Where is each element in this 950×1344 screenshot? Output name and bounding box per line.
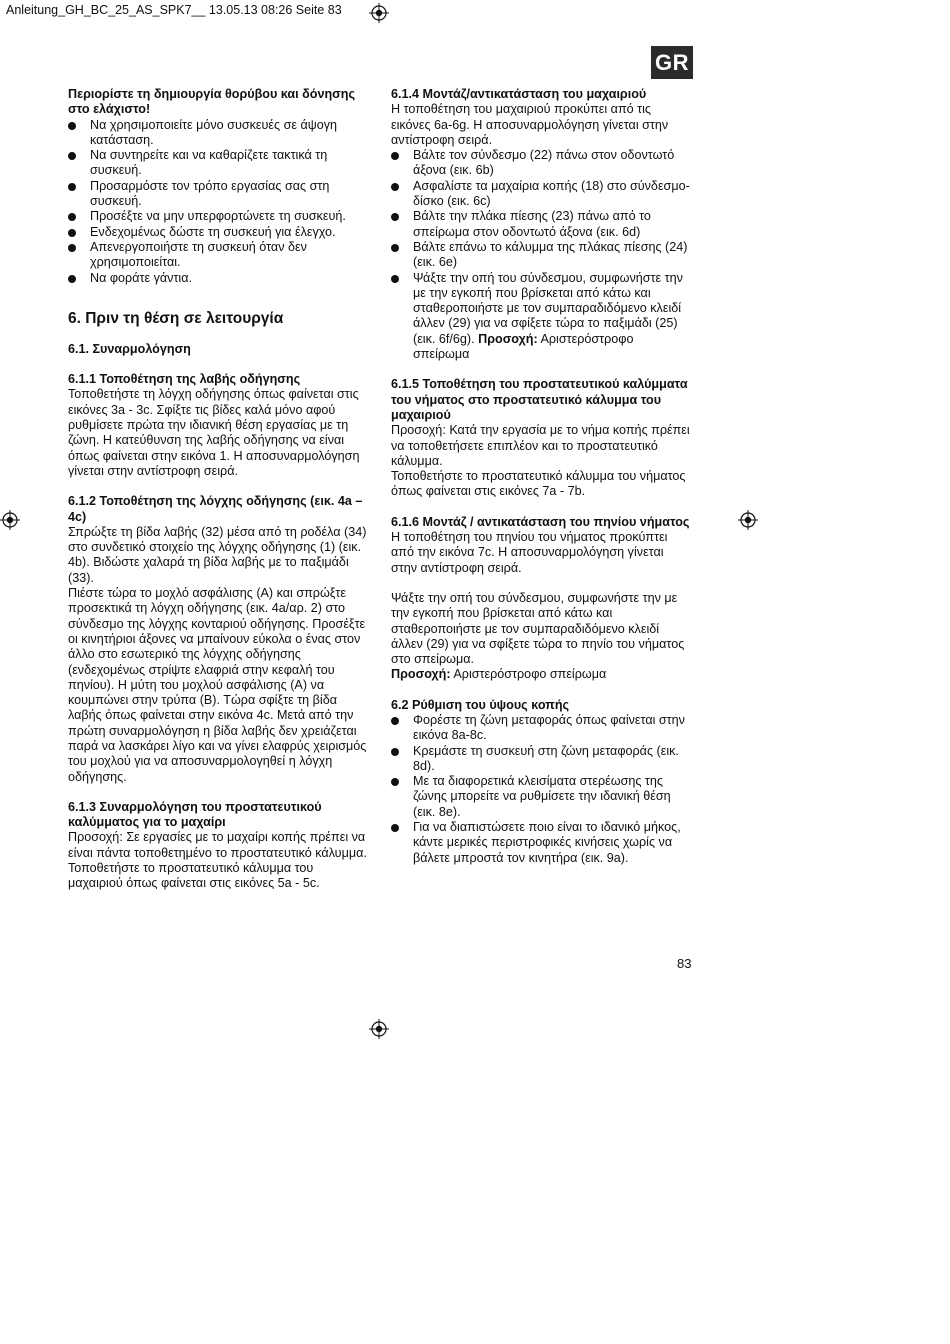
noise-heading: Περιορίστε τη δημιουργία θορύβου και δόνησης στο ελάχιστο!: [68, 87, 356, 117]
paragraph: Η τοποθέτηση του μαχαιριού προκύπει από τις εικόνες 6a-6g. Η αποσυναρμολόγηση γίνεται στην αντίστροφη σειρά.: [391, 102, 669, 147]
paragraph: Πιέστε τώρα το μοχλό ασφάλισης (A) και σπρώξτε προσεκτικά τη λόγχη οδήγησης (εικ. 4a/αρ. 2) στο σύνδεσμο της λόγχης κονταριού οδήγησης. Προσέξτε οι κινητήριοι άξονες να μπαίνουν εύκολα ο ένας στον άλλο στο εσωτερικό της λόγχης οδήγησης (ενδεχομένως στρίψτε ελαφριά στην κεφαλή του πηνίου). Η μύτη του μοχλού ασφάλισης (A) να κουμπώνει στην τρύπα (B). Τώρα σφίξτε τη βίδα λαβής όπως φαίνεται στην εικόνα 4c. Μετά από την πρώτη συναρμολόγηση η βίδα λαβής δεν χρειάζεται παρά να λασκάρει λίγο και να γίνει ελαφρύς χειρισμός του μοχλού για να αποσυναρμολογηθεί η λόγχη οδήγησης.: [68, 586, 367, 784]
section-heading: 6.1.6 Μοντάζ / αντικατάσταση του πηνίου νήματος: [391, 514, 690, 529]
list-item: Φορέστε τη ζώνη μεταφοράς όπως φαίνεται στην εικόνα 8a-8c.: [391, 713, 693, 744]
left-column: [68, 87, 370, 892]
print-slug: Anleitung_GH_BC_25_AS_SPK7__ 13.05.13 08:26 Seite 83: [6, 3, 342, 17]
list-item: Να συντηρείτε και να καθαρίζετε τακτικά τη συσκευή.: [68, 148, 370, 179]
registration-mark-left-icon: [0, 510, 20, 530]
paragraph: Ψάξτε την οπή του σύνδεσμου, συμφωνήστε την με την εγκοπή που βρίσκεται από κάτω και σταθεροποιήστε με τον συμπαραδιδόμενο κλειδί άλλεν (29) για να σφίξετε τώρα το πηνίο του νήματος στο σπείρωμα.: [391, 590, 685, 667]
list-item: Με τα διαφορετικά κλεισίματα στερέωσης της ζώνης μπορείτε να ρυθμίσετε την ιδανική θέση (εικ. 8e).: [391, 774, 693, 820]
section-heading: 6.1.4 Μοντάζ/αντικατάσταση του μαχαιριού: [391, 87, 647, 101]
list-item: Βάλτε την πλάκα πίεσης (23) πάνω από το σπείρωμα στον οδοντωτό άξονα (εικ. 6d): [391, 209, 693, 240]
section-heading: 6.1.5 Τοποθέτηση του προστατευτικού καλύμματα του νήματος στο προστατευτικό κάλυμμα του μαχαιριού: [391, 377, 688, 422]
list-item: Για να διαπιστώσετε ποιο είναι το ιδανικό μήκος, κάντε μερικές περιστροφικές κινήσεις χωρίς να βάλετε μπροστά τον κινητήρα (εικ. 9a).: [391, 820, 693, 866]
height-bullet-list: [391, 713, 693, 866]
caution-label: Προσοχή:: [391, 667, 451, 682]
registration-mark-top-icon: [369, 3, 389, 23]
list-item: Να χρησιμοποιείτε μόνο συσκευές σε άψογη κατάσταση.: [68, 118, 370, 149]
paragraph: Προσοχή: Κατά την εργασία με το νήμα κοπής πρέπει να τοποθετήσετε επιπλέον και το προστατευτικό κάλυμμα.: [391, 423, 690, 468]
section-heading: 6.1.3 Συναρμολόγηση του προστατευτικού καλύμματος για το μαχαίρι: [68, 799, 322, 830]
paragraph: Σπρώξτε τη βίδα λαβής (32) μέσα από τη ροδέλα (34) στο συνδετικό στοιχείο της λόγχης οδήγησης (1) (εικ. 4b). Βιδώστε χαλαρά τη βίδα λαβής με το παξιμάδι (33).: [68, 524, 367, 585]
list-item: Ενδεχομένως δώστε τη συσκευή για έλεγχο.: [68, 225, 370, 240]
language-badge: GR: [651, 46, 693, 79]
right-column: [391, 87, 693, 866]
chapter-heading: 6. Πριν τη θέση σε λειτουργία: [68, 309, 284, 327]
list-item: Να φοράτε γάντια.: [68, 271, 370, 286]
list-item: [391, 271, 693, 363]
list-item: Βάλτε επάνω το κάλυμμα της πλάκας πίεσης (24) (εικ. 6e): [391, 240, 693, 271]
section-heading: 6.2 Ρύθμιση του ύψους κοπής: [391, 697, 570, 712]
list-item: Προσαρμόστε τον τρόπο εργασίας σας στη συσκευή.: [68, 179, 370, 210]
registration-mark-right-icon: [738, 510, 758, 530]
caution-text: Αριστερόστροφο σπείρωμα: [413, 331, 634, 362]
list-item: Κρεμάστε τη συσκευή στη ζώνη μεταφοράς (εικ. 8d).: [391, 744, 693, 775]
paragraph: Τοποθετήστε τη λόγχη οδήγησης όπως φαίνεται στις εικόνες 3a - 3c. Σφίξτε τις βίδες καλά μόνο αφού ρυθμίσετε πρώτα την ιδιανική θέση εργασίας με τη ζώνη. Η κατεύθυνση της λαβής οδήγησης να είναι όπως φαίνεται στην εικόνα 1. Η αποσυναρμολόγηση γίνεται στην αντίστροφη σειρά.: [68, 387, 360, 478]
list-item: Βάλτε τον σύνδεσμο (22) πάνω στον οδοντωτό άξονα (εικ. 6b): [391, 148, 693, 179]
section-heading: 6.1.1 Τοποθέτηση της λαβής οδήγησης: [68, 372, 301, 387]
noise-bullet-list: [68, 118, 370, 286]
registration-mark-bottom-icon: [369, 1019, 389, 1039]
list-item: Απενεργοποιήστε τη συσκευή όταν δεν χρησιμοποιείται.: [68, 240, 370, 271]
paragraph: Προσοχή: Σε εργασίες με το μαχαίρι κοπής πρέπει να είναι πάντα τοποθετημένο το προστατευτικό κάλυμμα. Τοποθετήστε το προστατευτικό κάλυμμα του μαχαιριού όπως φαίνεται στις εικόνες 5a - 5c.: [68, 830, 367, 891]
page-number: 83: [677, 956, 692, 971]
caution-label: Προσοχή:: [478, 331, 538, 346]
list-item-text: Ψάξτε την οπή του σύνδεσμου, συμφωνήστε την με την εγκοπή που βρίσκεται από κάτω και σταθεροποιήστε με τον συμπαραδιδόμενο κλειδί άλλεν (29) για να σφίξετε τώρα το παξιμάδι (25) (εικ. 6f/6g).: [413, 270, 683, 346]
list-item: Προσέξτε να μην υπερφορτώνετε τη συσκευή.: [68, 209, 370, 224]
list-item: Ασφαλίστε τα μαχαίρια κοπής (18) στο σύνδεσμο-δίσκο (εικ. 6c): [391, 179, 693, 210]
paragraph: Τοποθετήστε το προστατευτικό κάλυμμα του νήματος όπως φαίνεται στις εικόνες 7a - 7b.: [391, 469, 686, 499]
section-heading: 6.1. Συναρμολόγηση: [68, 341, 191, 356]
paragraph: Η τοποθέτηση του πηνίου του νήματος προκύπτει από την εικόνα 7c. Η αποσυναρμολόγηση γίνεται στην αντίστροφη σειρά.: [391, 530, 668, 575]
blade-bullet-list: [391, 148, 693, 362]
caution-text: Αριστερόστροφο σπείρωμα: [450, 667, 607, 682]
section-heading: 6.1.2 Τοποθέτηση της λόγχης οδήγησης (εικ. 4a – 4c): [68, 494, 363, 524]
caution-line: [391, 667, 693, 682]
